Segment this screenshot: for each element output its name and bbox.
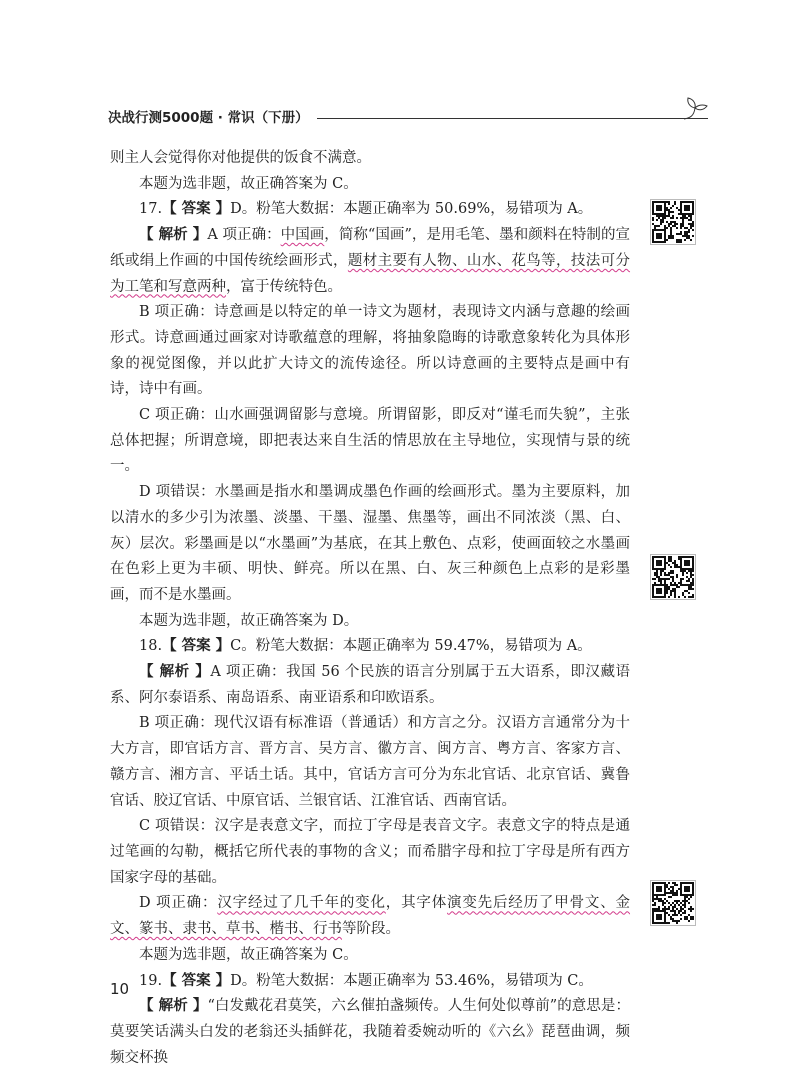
highlight: 汉字经过了几千年的变化 — [217, 895, 386, 912]
sprout-icon — [680, 94, 710, 120]
running-header — [108, 106, 708, 130]
explanation-tag: 【 解析 】 — [139, 998, 208, 1015]
paragraph: 则主人会觉得你对他提供的饭食不满意。 — [110, 150, 371, 166]
explanation-tag: 【 解析 】 — [139, 664, 211, 681]
paragraph: C 项错误：汉字是表意文字，而拉丁字母是表音文字。表意文字的特点是通过笔画的勾勒，概括它所代表的事物的含义；而希腊字母和拉丁字母是所有西方国家字母的基础。 — [110, 818, 630, 886]
paragraph: 本题为选非题，故正确答案为 C。 — [139, 175, 358, 192]
answer-18: 18.【 答案 】C。粉笔大数据：本题正确率为 59.47%，易错项为 A。 — [139, 638, 592, 655]
paragraph: B 项正确：现代汉语有标准语（普通话）和方言之分。汉语方言通常分为十大方言，即官话方言、晋方言、吴方言、徽方言、闽方言、粤方言、客家方言、赣方言、湘方言、平话土话。其中，官话方言可分为东北官话、北京官话、冀鲁官话、胶辽官话、中原官话、兰银官话、江淮官话、西南官话。 — [110, 715, 630, 809]
paragraph: B 项正确：诗意画是以特定的单一诗文为题材，表现诗文内涵与意趣的绘画形式。诗意画通过画家对诗歌蕴意的理解，将抽象隐晦的诗歌意象转化为具体形象的视觉图像，并以此扩大诗文的流传途径。所以诗意画的主要特点是画中有诗，诗中有画。 — [110, 304, 630, 398]
explanation-18: 【 解析 】A 项正确：我国 56 个民族的语言分别属于五大语系，即汉藏语系、阿尔泰语系、南岛语系、南亚语系和印欧语系。 — [110, 664, 630, 706]
main-content — [110, 146, 630, 1071]
explanation-tag: 【 解析 】 — [139, 227, 208, 244]
paragraph: D 项错误：水墨画是指水和墨调成墨色作画的绘画形式。墨为主要原料，加以清水的多少引为浓墨、淡墨、干墨、湿墨、焦墨等，画出不同浓淡（黑、白、灰）层次。彩墨画是以“水墨画”为基底，在其上敷色、点彩，使画面较之水墨画在色彩上更为丰硕、明快、鲜亮。所以在黑、白、灰三种颜色上点彩的是彩墨画，而不是水墨画。 — [110, 484, 630, 603]
paragraph: D 项正确：汉字经过了几千年的变化，其字体演变先后经历了甲骨文、金文、篆书、隶书、草书、楷书、行书等阶段。 — [110, 895, 631, 938]
paragraph: 本题为选非题，故正确答案为 C。 — [139, 946, 358, 963]
header-title: 决战行测5000题 · 常识（下册） — [108, 106, 317, 126]
explanation-19: 【 解析 】“白发戴花君莫笑，六幺催拍盏频传。人生何处似尊前”的意思是：莫要笑话满头白发的老翁还头插鲜花，我随着委婉动听的《六幺》琵琶曲调，频频交杯换 — [110, 998, 630, 1066]
page-number: 10 — [110, 980, 130, 998]
qr-code-icon[interactable] — [650, 554, 696, 600]
answer-17: 17.【 答案 】D。粉笔大数据：本题正确率为 50.69%，易错项为 A。 — [139, 201, 593, 218]
highlight: 题材主要有人物、山水、花鸟等，技法可分为工笔和写意两种 — [110, 252, 631, 295]
explanation-17: 【 解析 】A 项正确：中国画，简称“国画”，是用毛笔、墨和颜料在特制的宣纸或绢上作画的中国传统绘画形式，题材主要有人物、山水、花鸟等，技法可分为工笔和写意两种，富于传统特色。 — [110, 227, 631, 295]
answer-19: 19.【 答案 】D。粉笔大数据：本题正确率为 53.46%，易错项为 C。 — [139, 972, 593, 989]
qr-code-icon[interactable] — [650, 199, 696, 245]
answer-tag: 【 答案 】 — [162, 972, 231, 989]
paragraph: C 项正确：山水画强调留影与意境。所谓留影，即反对“谨毛而失貌”，主张总体把握；所谓意境，即把表达来自生活的情思放在主导地位，实现情与景的统一。 — [110, 407, 630, 475]
paragraph: 本题为选非题，故正确答案为 D。 — [139, 612, 359, 629]
answer-tag: 【 答案 】 — [162, 638, 231, 655]
highlight: 中国画 — [280, 227, 325, 244]
highlight: 演变先后经历了甲骨文、金文、篆书、隶书、草书、楷书、行书 — [110, 895, 631, 938]
answer-tag: 【 答案 】 — [162, 201, 231, 218]
qr-code-icon[interactable] — [650, 880, 696, 926]
